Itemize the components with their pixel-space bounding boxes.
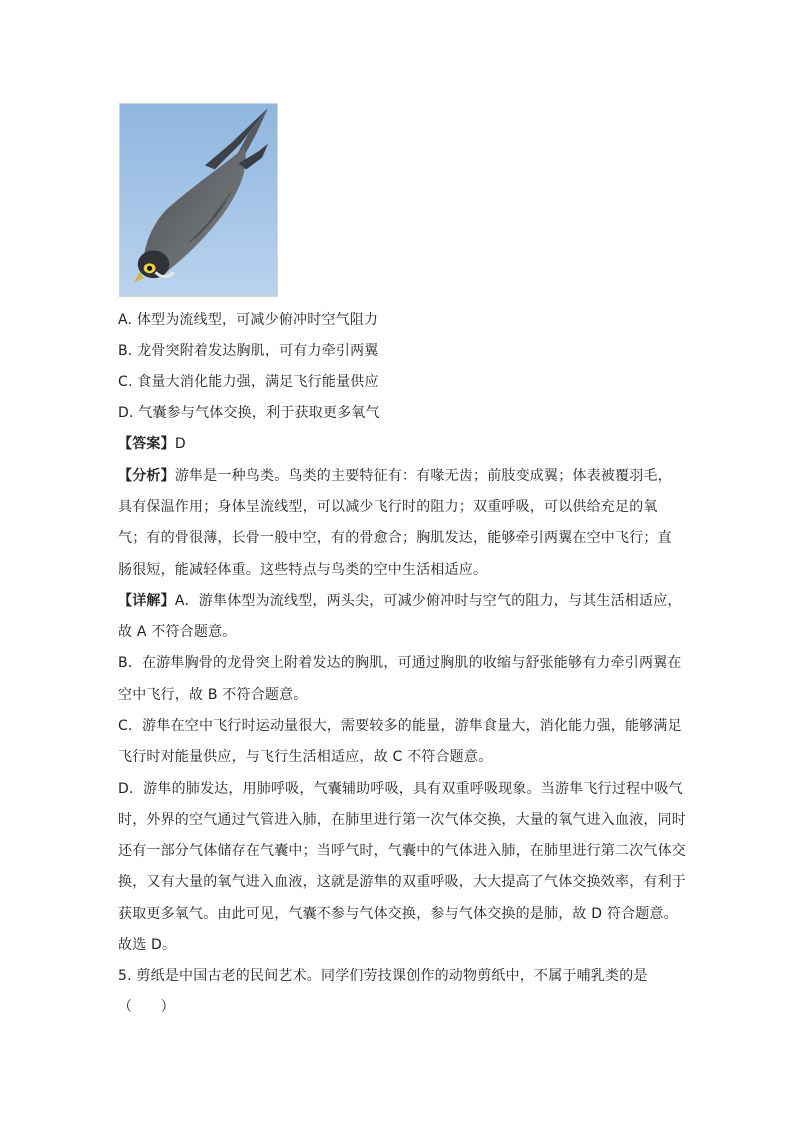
detail-text: A．游隼体型为流线型，两头尖，可减少俯冲时与空气的阻力，与其生活相适应， — [174, 593, 682, 609]
answer-line — [118, 434, 186, 454]
analysis-text: 游隼是一种鸟类。鸟类的主要特征有：有喙无齿；前肢变成翼；体表被覆羽毛， — [174, 468, 672, 484]
answer-value: D — [174, 436, 186, 452]
detail-line-6: 飞行时对能量供应，与飞行生活相适应，故 C 不符合题意。 — [118, 749, 493, 765]
detail-line-12: 故选 D。 — [118, 937, 177, 953]
option-a: A. 体型为流线型，可减少俯冲时空气阻力 — [118, 312, 379, 328]
falcon-photo — [119, 103, 278, 297]
detail-line-2: 故 A 不符合题意。 — [118, 624, 237, 640]
detail-label: 【详解】 — [118, 593, 175, 609]
detail-line-7: D．游隼的肺发达，用肺呼吸，气囊辅助呼吸，具有双重呼吸现象。当游隼飞行过程中吸气 — [118, 781, 683, 797]
detail-line-8: 时，外界的空气通过气管进入肺，在肺里进行第一次气体交换，大量的氧气进入血液，同时 — [118, 812, 686, 828]
analysis-line-3: 气；有的骨很薄，长骨一般中空，有的骨愈合；胸肌发达，能够牵引两翼在空中飞行；直 — [118, 530, 672, 546]
detail-line-11: 获取更多氧气。由此可见，气囊不参与气体交换，参与气体交换的是肺，故 D 符合题意。 — [118, 906, 678, 922]
analysis-label: 【分析】 — [118, 468, 175, 484]
detail-line-5: C．游隼在空中飞行时运动量很大，需要较多的能量，游隼食量大，消化能力强，能够满足 — [118, 718, 682, 734]
analysis-line-4: 肠很短，能减轻体重。这些特点与鸟类的空中生活相适应。 — [118, 562, 488, 578]
analysis-line-2: 具有保温作用；身体呈流线型，可以减少飞行时的阻力；双重呼吸，可以供给充足的氧 — [118, 499, 658, 515]
option-b: B. 龙骨突附着发达胸肌，可有力牵引两翼 — [118, 343, 379, 359]
analysis-line-1 — [118, 466, 672, 486]
detail-line-3: B．在游隼胸骨的龙骨突上附着发达的胸肌，可通过胸肌的收缩与舒张能够有力牵引两翼在 — [118, 655, 682, 671]
detail-line-4: 空中飞行，故 B 不符合题意。 — [118, 687, 308, 703]
question-5-stem: 5. 剪纸是中国古老的民间艺术。同学们劳技课创作的动物剪纸中，不属于哺乳类的是 — [118, 968, 648, 984]
detail-line-1 — [118, 591, 682, 611]
question-5-blank: （ ） — [118, 999, 175, 1015]
peregrine-falcon-image — [120, 104, 277, 296]
answer-label: 【答案】 — [118, 436, 175, 452]
detail-line-9: 还有一部分气体储存在气囊中；当呼气时，气囊中的气体进入肺，在肺里进行第二次气体交 — [118, 843, 686, 859]
option-d: D. 气囊参与气体交换，利于获取更多氧气 — [118, 405, 380, 421]
option-c: C. 食量大消化能力强，满足飞行能量供应 — [118, 374, 379, 390]
detail-line-10: 换，又有大量的氧气进入血液，这就是游隼的双重呼吸，大大提高了气体交换效率，有利于 — [118, 874, 686, 890]
